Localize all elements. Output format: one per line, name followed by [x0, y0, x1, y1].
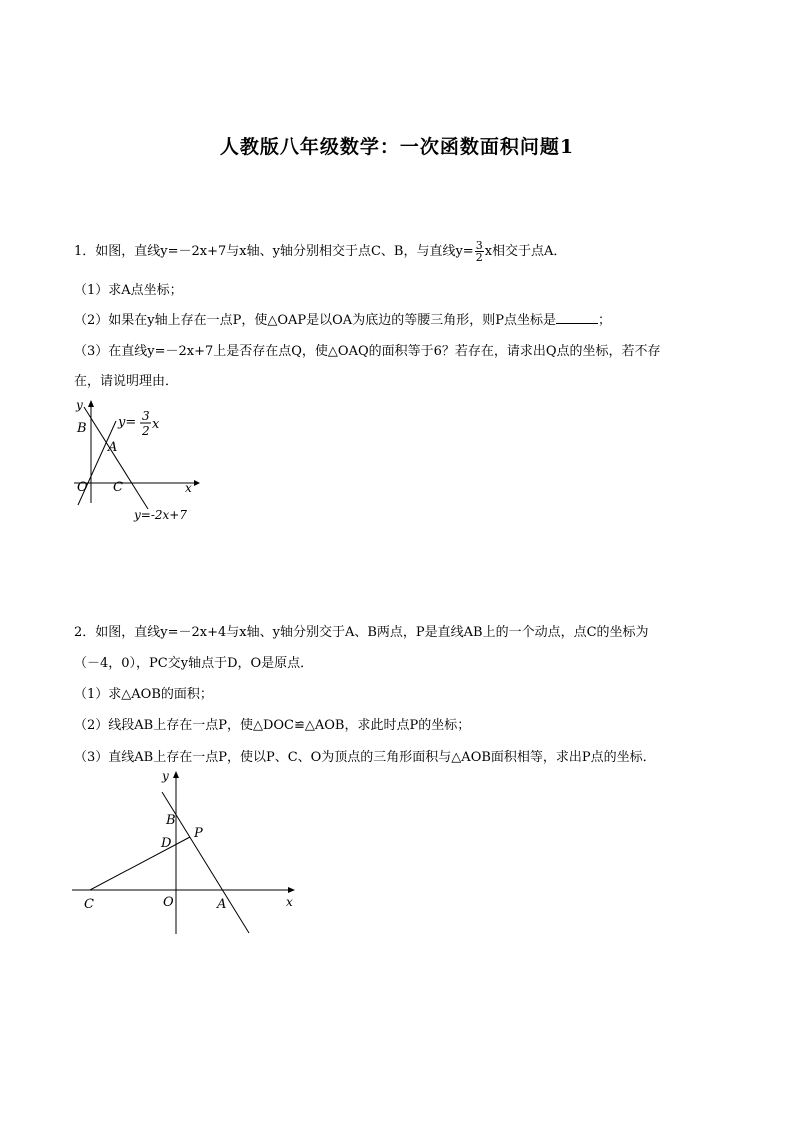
q1-part3-line1: （3）在直线y=－2x+7上是否存在点Q，使△OAQ的面积等于6？若存在，请求出Q点的坐标，若不存: [74, 344, 661, 359]
q1-point-c: C: [113, 480, 123, 495]
q2-figure: [66, 766, 306, 941]
q2-part1: （1）求△AOB的面积；: [74, 687, 213, 702]
answer-blank[interactable]: [556, 311, 598, 324]
q2-point-b: B: [166, 813, 176, 828]
q1-figure: [66, 395, 216, 525]
q2-point-p: P: [194, 826, 203, 841]
q1-y-arrow: [88, 400, 94, 407]
q1-stem-pre: 1．如图，直线y=－2x+7与x轴、y轴分别相交于点C、B，与直线y=: [74, 244, 474, 259]
q2-segment-cp: [90, 837, 190, 890]
q1-point-o: O: [77, 480, 88, 495]
q1-part2-text: （2）如果在y轴上存在一点P，使△OAP是以OA为底边的等腰三角形，则P点坐标是: [74, 313, 556, 328]
q2-part2: （2）线段AB上存在一点P，使△DOC≌△AOB，求此时点P的坐标；: [74, 718, 471, 733]
q1-x-arrow: [194, 480, 200, 486]
q1-line2-label: [117, 409, 160, 438]
q1-part1: （1）求A点坐标；: [74, 283, 183, 298]
q1-stem-post: x相交于点A．: [484, 244, 567, 259]
q2-y-arrow: [173, 771, 179, 778]
q2-stem-line2: （－4，0），PC交y轴点于D，O是原点．: [74, 656, 314, 671]
q2-point-c: C: [84, 897, 94, 912]
q2-y-label: y: [162, 769, 169, 783]
q2-point-d: D: [161, 836, 172, 851]
q1-x-label: x: [185, 481, 192, 495]
q2-x-arrow: [288, 887, 295, 893]
q1-frac-den: 2: [475, 251, 483, 264]
q2-point-o: O: [163, 895, 174, 910]
q1-point-b: B: [77, 421, 87, 436]
q1-point-a: A: [108, 440, 118, 455]
q1-part3-line2: 在，请说明理由．: [74, 374, 179, 389]
q1-stem: [74, 240, 566, 263]
q1-line-label: y=-2x+7: [134, 508, 187, 522]
q2-part3: （3）直线AB上存在一点P，使以P、C、O为顶点的三角形面积与△AOB面积相等，求出P点的坐标．: [74, 750, 656, 765]
q2-x-label: x: [286, 895, 293, 909]
q1-part2: [74, 311, 611, 331]
q1-frac-num: 3: [475, 239, 483, 252]
q2-stem-line1: 2．如图，直线y=－2x+4与x轴、y轴分别交于A、B两点，P是直线AB上的一个动点，点C的坐标为: [74, 625, 649, 640]
q1-line2-prefix: y=: [118, 415, 137, 430]
q1-y-label: y: [76, 398, 83, 412]
q2-point-a: A: [217, 897, 227, 912]
q1-line2-var: x: [152, 417, 160, 432]
page-title: 人教版八年级数学：一次函数面积问题1: [219, 136, 575, 158]
q1-part2-end: ；: [597, 313, 611, 328]
q1-fraction: [475, 240, 484, 263]
q1-line2-num: 3: [142, 409, 150, 423]
q1-line2-den: 2: [142, 424, 150, 438]
